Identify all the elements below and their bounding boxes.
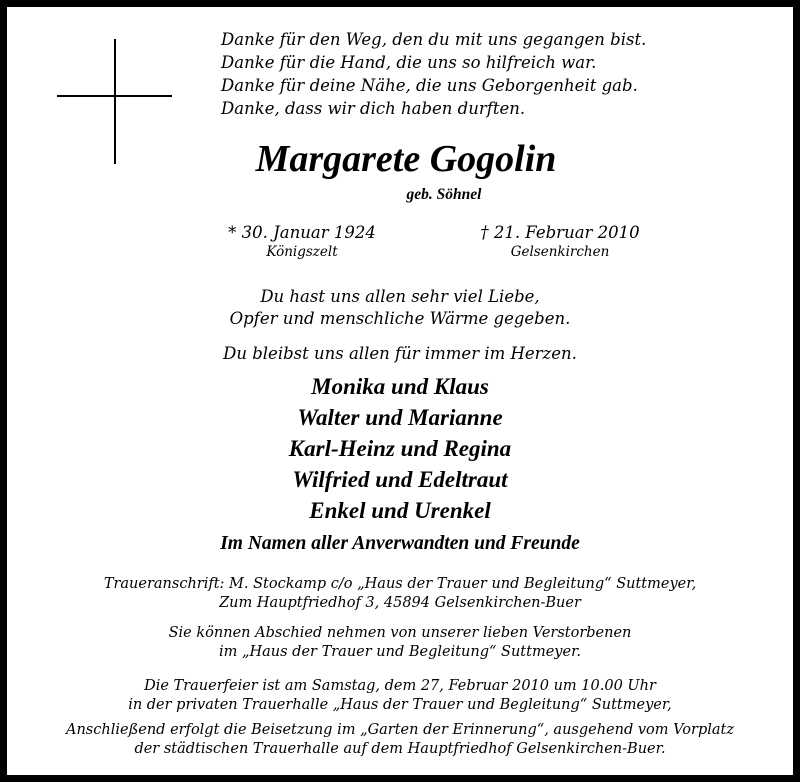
mourner-name: Monika und Klaus	[311, 374, 489, 399]
mourner-name: Karl-Heinz und Regina	[288, 436, 512, 461]
info-line: der städtischen Trauerhalle auf dem Hauptfriedhof Gelsenkirchen-Buer.	[134, 741, 666, 757]
poem-line: Danke, dass wir dich haben durften.	[221, 99, 526, 118]
deceased-name: Margarete Gogolin	[255, 138, 557, 180]
farewell-info	[7, 624, 793, 662]
verse-line: Du bleibst uns allen für immer im Herzen.	[223, 344, 577, 363]
poem-line: Danke für deine Nähe, die uns Geborgenheit gab.	[221, 76, 638, 95]
mourners-closing: Im Namen aller Anverwandten und Freunde	[220, 533, 580, 554]
info-line: in der privaten Trauerhalle „Haus der Trauer und Begleitung“ Suttmeyer,	[128, 697, 672, 713]
mourner-name: Enkel und Urenkel	[309, 498, 491, 523]
poem-line: Danke für den Weg, den du mit uns gegangen bist.	[221, 30, 647, 49]
mourners-list	[7, 371, 793, 526]
birth-place: Königszelt	[266, 244, 338, 260]
info-line: im „Haus der Trauer und Begleitung“ Suttmeyer.	[218, 644, 582, 660]
cross-icon-horizontal	[57, 95, 172, 97]
verse-line: Du hast uns allen sehr viel Liebe,	[260, 287, 540, 306]
mourner-name: Wilfried und Edeltraut	[292, 467, 508, 492]
info-line: Anschließend erfolgt die Beisetzung im „Garten der Erinnerung“, ausgehend vom Vorplatz	[66, 722, 734, 738]
obituary-notice	[7, 7, 793, 775]
birth-info	[212, 222, 392, 260]
poem	[221, 28, 646, 120]
poem-line: Danke für die Hand, die uns so hilfreich war.	[221, 53, 597, 72]
mourner-name: Walter und Marianne	[297, 405, 503, 430]
info-line: Die Trauerfeier ist am Samstag, dem 27, Februar 2010 um 10.00 Uhr	[144, 678, 656, 694]
mourning-address	[7, 575, 793, 613]
ceremony-info	[7, 677, 793, 715]
death-place: Gelsenkirchen	[510, 244, 610, 260]
birth-name: geb. Söhnel	[406, 186, 482, 203]
burial-info	[7, 721, 793, 759]
death-info	[460, 222, 660, 260]
verse-line: Opfer und menschliche Wärme gegeben.	[229, 309, 571, 328]
verse	[7, 286, 793, 330]
verse-closing	[7, 343, 793, 365]
info-line: Zum Hauptfriedhof 3, 45894 Gelsenkirchen-Buer	[219, 595, 581, 611]
birth-date: * 30. Januar 1924	[228, 223, 376, 242]
info-line: Traueranschrift: M. Stockamp c/o „Haus der Trauer und Begleitung“ Suttmeyer,	[103, 576, 697, 592]
death-date: † 21. Februar 2010	[480, 223, 640, 242]
info-line: Sie können Abschied nehmen von unserer lieben Verstorbenen	[168, 625, 632, 641]
